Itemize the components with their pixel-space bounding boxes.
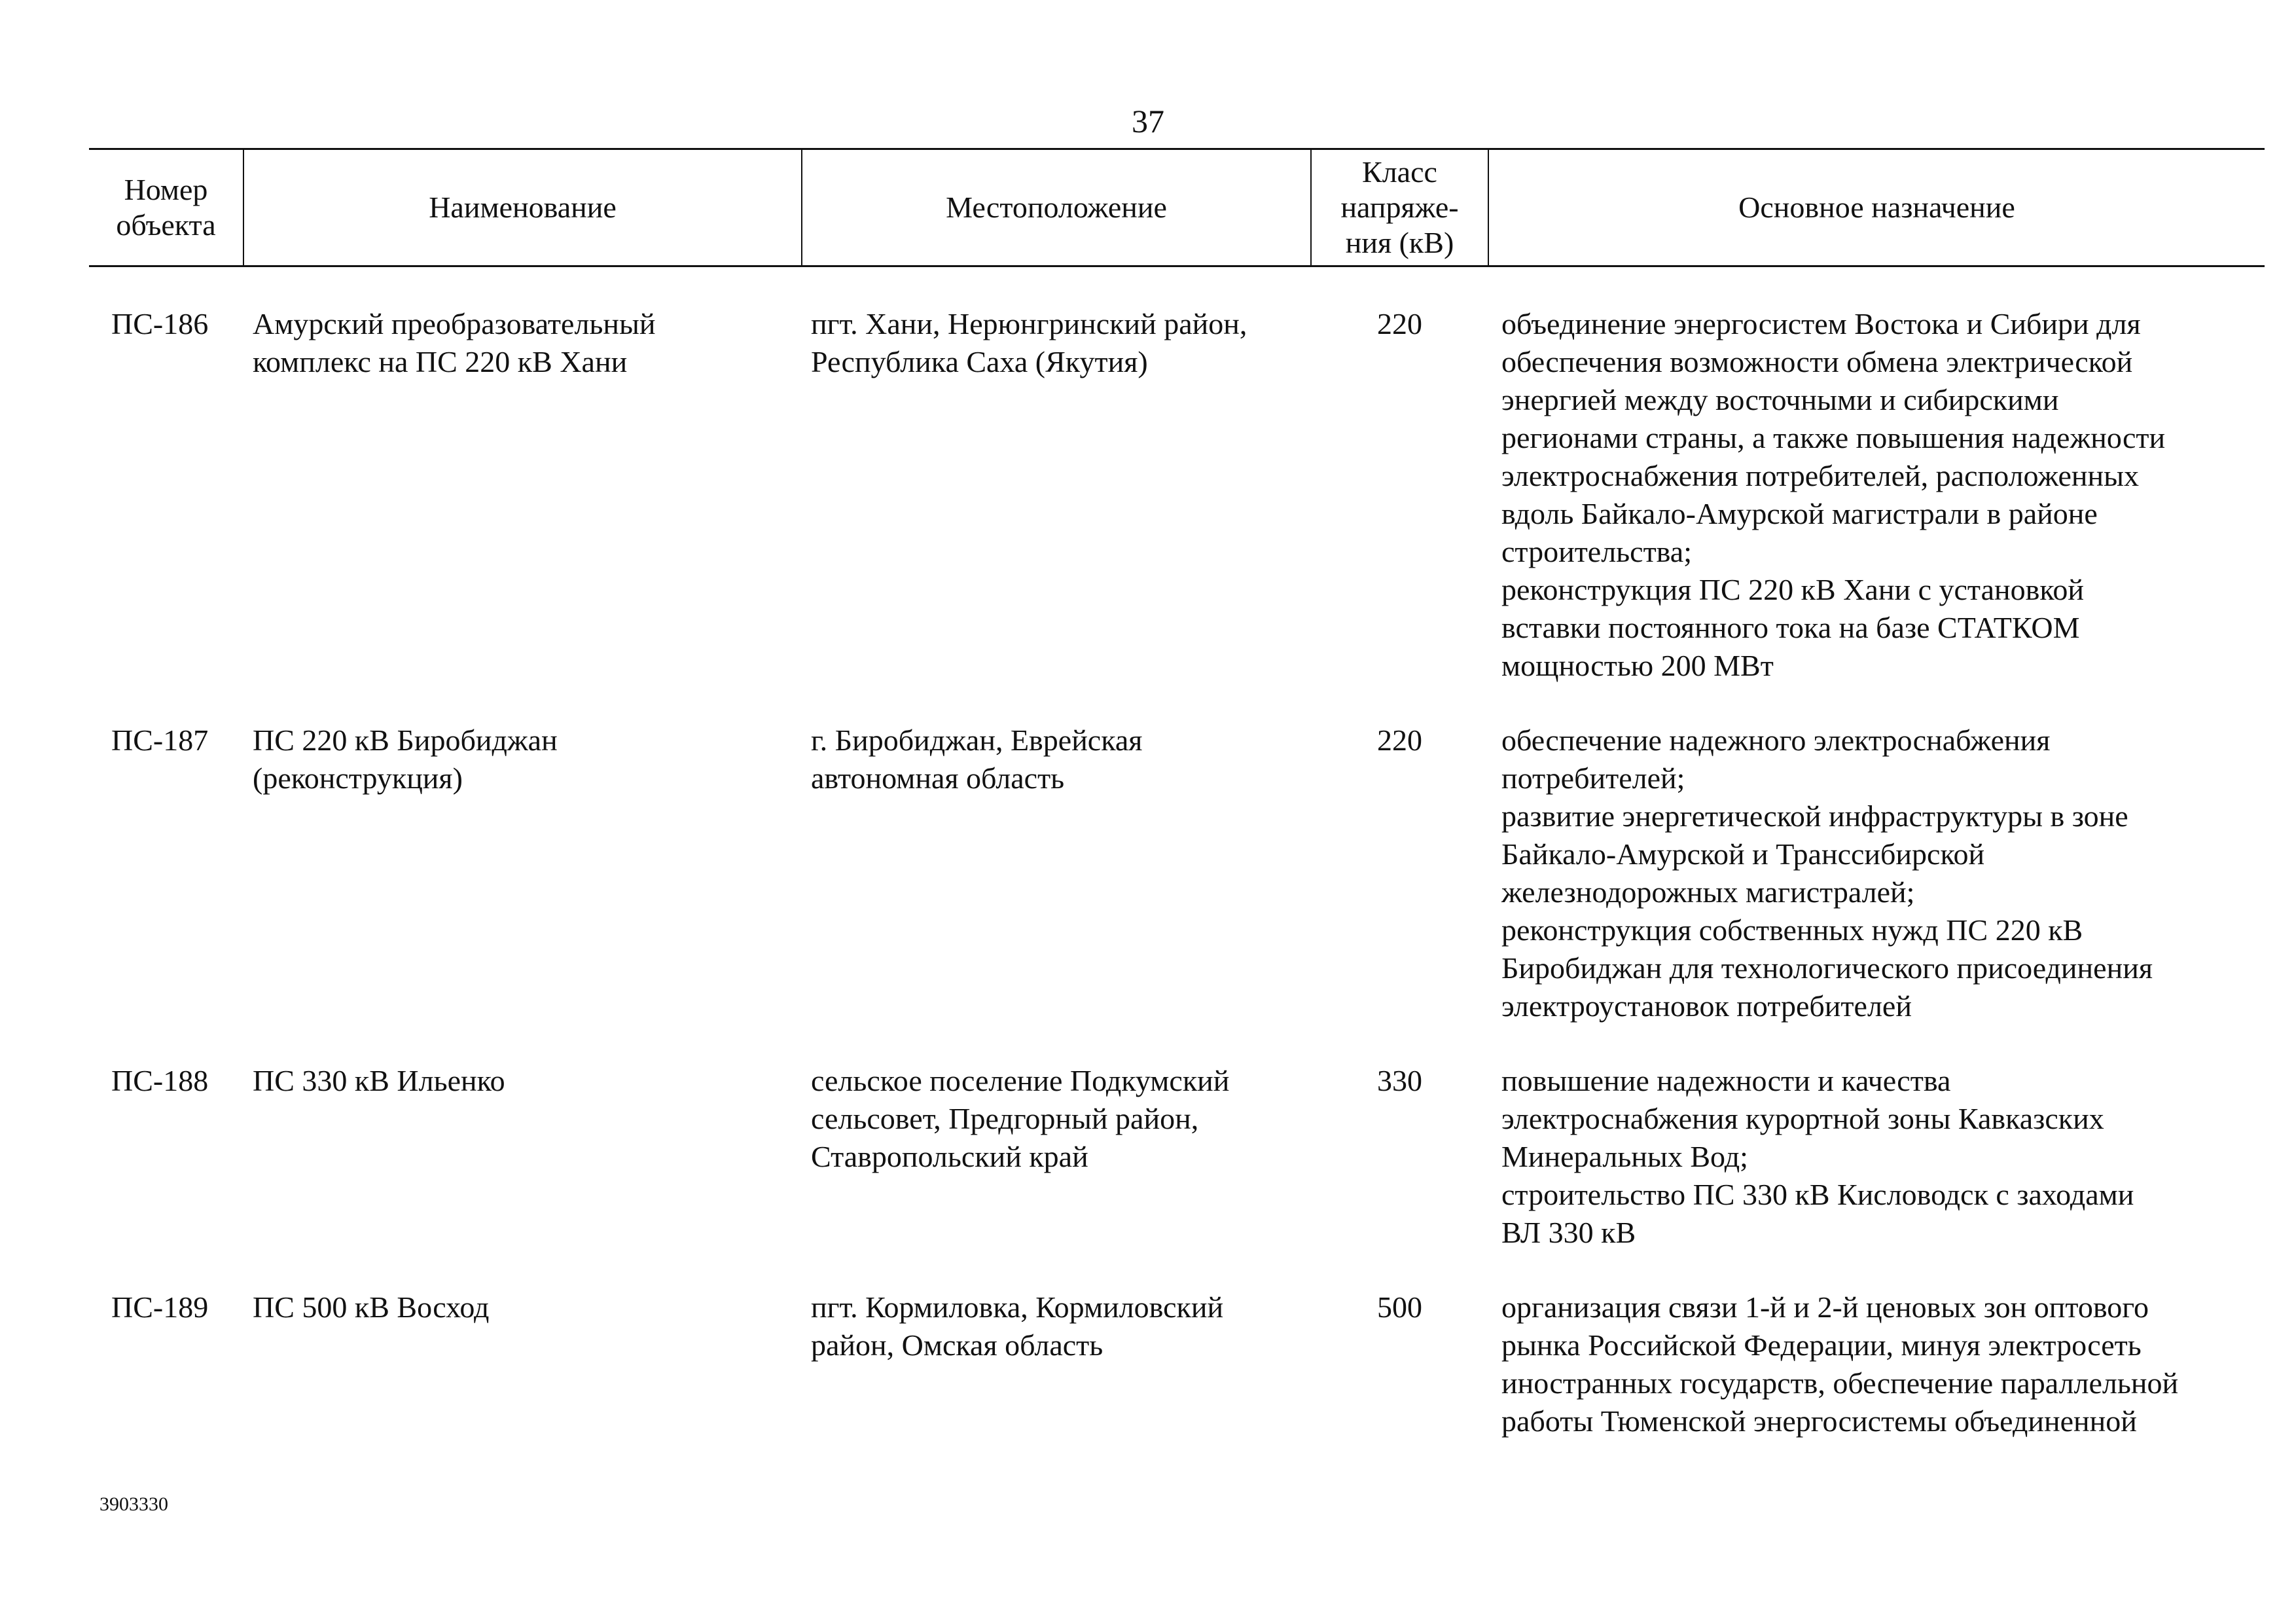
document-id: 3903330 (99, 1493, 168, 1515)
table-row (89, 1252, 2265, 1440)
header-object-number: Номер объекта (89, 149, 243, 266)
header-name: Наименование (243, 149, 802, 266)
object-location: пгт. Хани, Нерюнгринский район, Республика Саха (Якутия) (811, 307, 1247, 378)
object-name: ПС 500 кВ Восход (253, 1290, 490, 1324)
object-location: сельское поселение Подкумский сельсовет, Предгорный район, Ставропольский край (811, 1064, 1230, 1173)
object-number: ПС-187 (111, 723, 209, 757)
object-name: ПС 220 кВ Биробиджан (реконструкция) (253, 723, 558, 795)
table-header-row (89, 149, 2265, 266)
object-purpose: объединение энергосистем Востока и Сибири для обеспечения возможности обмена электрической энергией между восточными и сибирскими регионами страны, а также повышения надежности электроснабжения потребителей, расположенных вдоль Байкало-Амурской магистрали в районе строительства; реконструкция ПС 220 кВ Хани с установкой вставки постоянного тока на базе СТАТКОМ мощностью 200 МВт (1501, 307, 2166, 682)
table-row (89, 266, 2265, 685)
objects-table (89, 148, 2265, 1440)
object-name: ПС 330 кВ Ильенко (253, 1064, 505, 1097)
page-number: 37 (1132, 103, 1164, 139)
object-number: ПС-186 (111, 307, 209, 340)
header-purpose: Основное назначение (1488, 149, 2265, 266)
object-voltage: 500 (1377, 1290, 1422, 1324)
object-purpose: повышение надежности и качества электроснабжения курортной зоны Кавказских Минеральных Вод; строительство ПС 330 кВ Кисловодск с заходами ВЛ 330 кВ (1501, 1064, 2134, 1249)
header-location: Местоположение (802, 149, 1311, 266)
table-row (89, 685, 2265, 1025)
table-row (89, 1025, 2265, 1252)
object-voltage: 220 (1377, 307, 1422, 340)
object-number: ПС-189 (111, 1290, 209, 1324)
object-name: Амурский преобразовательный комплекс на ПС 220 кВ Хани (253, 307, 656, 378)
object-voltage: 220 (1377, 723, 1422, 757)
header-voltage-class: Класс напряже- ния (кВ) (1311, 149, 1488, 266)
object-location: пгт. Кормиловка, Кормиловский район, Омская область (811, 1290, 1224, 1362)
object-purpose: организация связи 1-й и 2-й ценовых зон оптового рынка Российской Федерации, минуя электросеть иностранных государств, обеспечение параллельной работы Тюменской энергосистемы объединенной (1501, 1290, 2179, 1438)
object-voltage: 330 (1377, 1064, 1422, 1097)
object-number: ПС-188 (111, 1064, 209, 1097)
object-location: г. Биробиджан, Еврейская автономная область (811, 723, 1143, 795)
object-purpose: обеспечение надежного электроснабжения потребителей; развитие энергетической инфраструктуры в зоне Байкало-Амурской и Транссибирской железнодорожных магистралей; реконструкция собственных нужд ПС 220 кВ Биробиджан для технологического присоединения электроустановок потребителей (1501, 723, 2153, 1023)
